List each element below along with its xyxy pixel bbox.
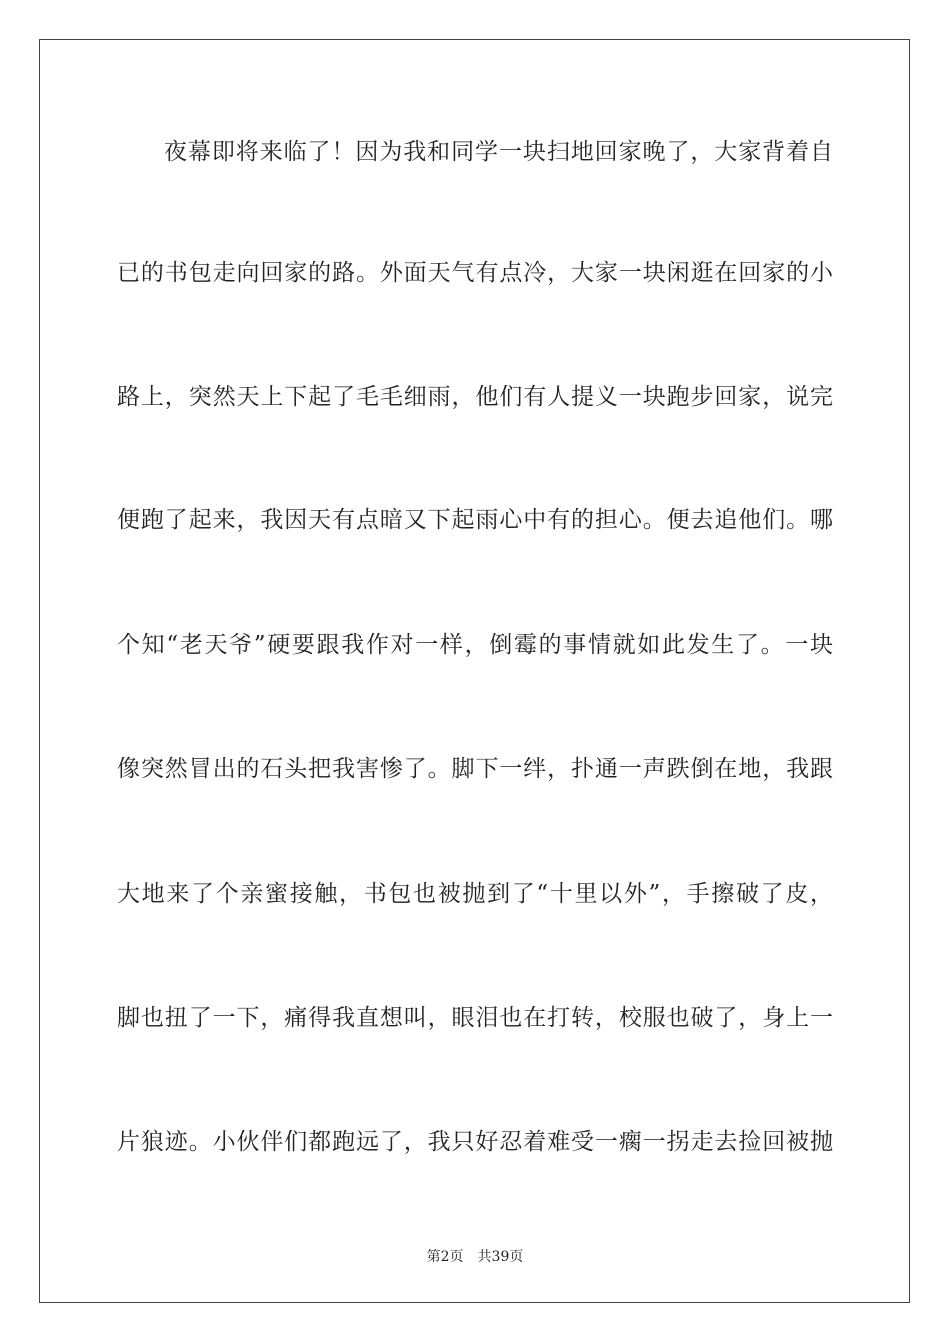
- page-number: 第2页: [426, 1249, 464, 1265]
- page-border: [39, 39, 910, 1303]
- page-footer: [0, 1248, 950, 1266]
- text-line-7: 大地来了个亲蜜接触，书包也被抛到了“十里以外”，手擦破了皮，: [117, 881, 833, 907]
- text-line-8: 脚也扭了一下，痛得我直想叫，眼泪也在打转，校服也破了，身上一: [117, 1005, 833, 1031]
- text-line-5: 个知“老天爷”硬要跟我作对一样，倒霉的事情就如此发生了。一块: [117, 632, 833, 658]
- text-line-3: 路上，突然天上下起了毛毛细雨，他们有人提义一块跑步回家，说完: [117, 384, 833, 410]
- text-line-1: 夜幕即将来临了！因为我和同学一块扫地回家晚了，大家背着自: [164, 139, 833, 165]
- text-line-4: 便跑了起来，我因天有点暗又下起雨心中有的担心。便去追他们。哪: [117, 507, 833, 533]
- page-total: 共39页: [477, 1249, 524, 1265]
- text-line-6: 像突然冒出的石头把我害惨了。脚下一绊，扑通一声跌倒在地，我跟: [117, 756, 833, 782]
- text-line-2: 已的书包走向回家的路。外面天气有点冷，大家一块闲逛在回家的小: [117, 260, 833, 286]
- text-line-9: 片狼迹。小伙伴们都跑远了，我只好忍着难受一瘸一拐走去捡回被抛: [117, 1129, 833, 1155]
